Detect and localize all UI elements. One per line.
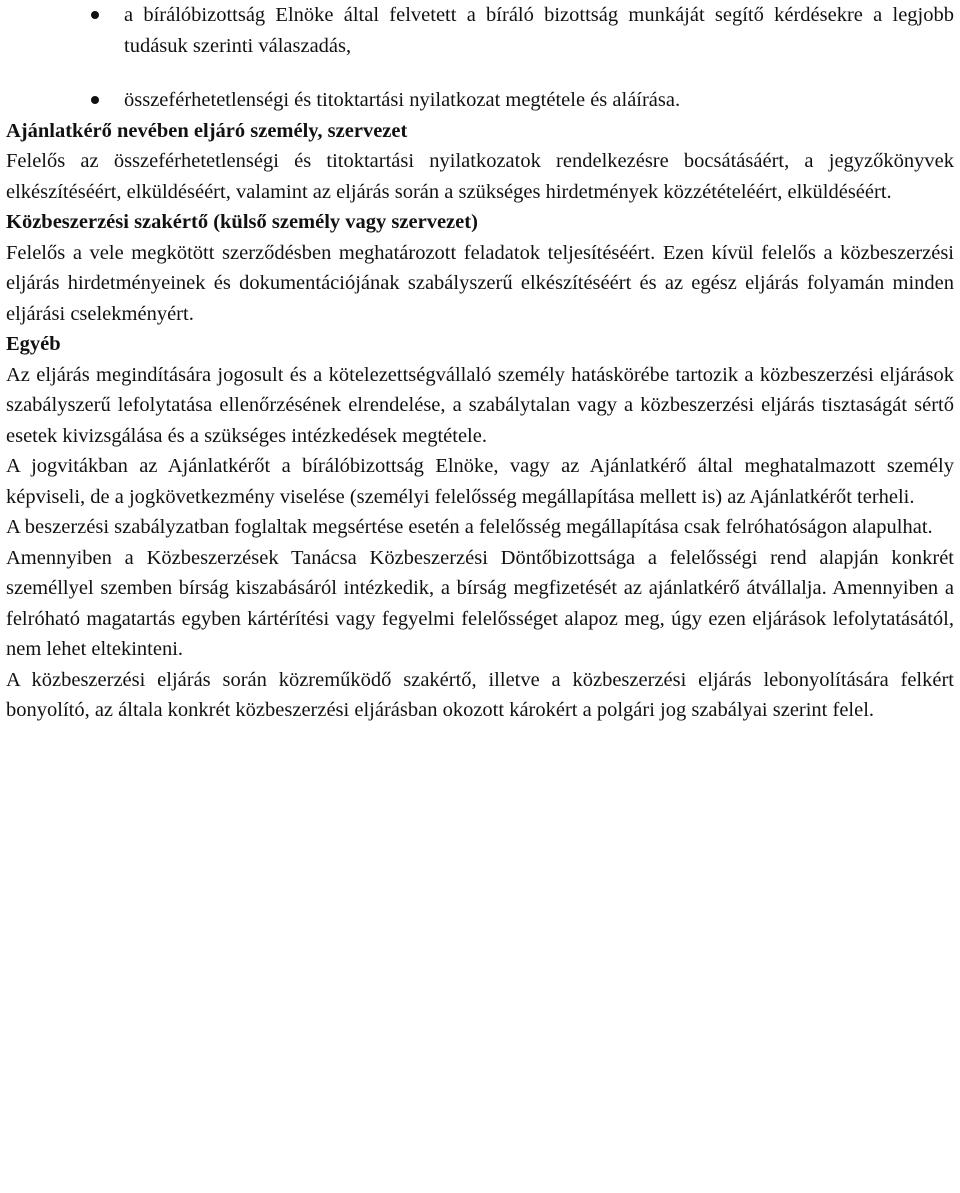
paragraph-szakerto: Felelős a vele megkötött szerződésben meghatározott feladatok teljesítéséért. Ezen kívül felelős a közbeszerzési eljárás hirdetményeinek és dokumentációjának szabályszerű elkészítéséért és az egész eljárás folyamán minden eljárási cselekményért.	[6, 241, 954, 325]
section-heading-szakerto: Közbeszerzési szakértő (külső személy vagy szervezet)	[6, 211, 478, 233]
document-page	[6, 0, 954, 726]
paragraph-egyeb-4: Amennyiben a Közbeszerzések Tanácsa Közbeszerzési Döntőbizottsága a felelősségi rend alapján konkrét személlyel szemben bírság kiszabásáról intézkedik, a bírság megfizetését az ajánlatkérő átvállalja. Amennyiben a felróható magatartás egyben kártérítési vagy fegyelmi felelősséget alapoz meg, úgy ezen eljárások lefolytatásától, nem lehet eltekinteni.	[6, 546, 954, 660]
paragraph-ajanlatkero: Felelős az összeférhetetlenségi és titoktartási nyilatkozatok rendelkezésre bocsátásáért, a jegyzőkönyvek elkészítéséért, elküldéséért, valamint az eljárás során a szükséges hirdetmények közzétételéért, elküldéséért.	[6, 150, 954, 203]
section-heading-egyeb: Egyéb	[6, 333, 61, 355]
paragraph-egyeb-5: A közbeszerzési eljárás során közreműködő szakértő, illetve a közbeszerzési eljárás lebonyolítására felkért bonyolító, az általa konkrét közbeszerzési eljárásban okozott károkért a polgári jog szabályai szerint felel.	[6, 668, 954, 721]
bullet-item	[6, 85, 954, 116]
paragraph-egyeb-3: A beszerzési szabályzatban foglaltak megsértése esetén a felelősség megállapítása csak felróhatóságon alapulhat.	[6, 516, 933, 538]
bullet-icon	[91, 11, 99, 19]
bullet-text: a bírálóbizottság Elnöke által felvetett a bíráló bizottság munkáját segítő kérdésekre a legjobb tudásuk szerinti válaszadás,	[124, 4, 954, 57]
bullet-text: összeférhetetlenségi és titoktartási nyilatkozat megtétele és aláírása.	[124, 89, 681, 111]
paragraph-egyeb-2: A jogvitákban az Ajánlatkérőt a bírálóbizottság Elnöke, vagy az Ajánlatkérő által meghatalmazott személy képviseli, de a jogkövetkezmény viselése (személyi felelősség megállapítása mellett is) az Ajánlatkérőt terheli.	[6, 455, 954, 508]
paragraph-egyeb-1: Az eljárás megindítására jogosult és a kötelezettségvállaló személy hatáskörébe tartozik a közbeszerzési eljárások szabályszerű lefolytatása ellenőrzésének elrendelése, a szabálytalan vagy a közbeszerzési eljárás tisztaságát sértő esetek kivizsgálása és a szükséges intézkedések megtétele.	[6, 363, 954, 447]
bullet-icon	[91, 96, 99, 104]
bullet-item	[6, 0, 954, 61]
section-heading-ajanlatkero: Ajánlatkérő nevében eljáró személy, szervezet	[6, 119, 408, 142]
bullet-list	[6, 0, 954, 116]
